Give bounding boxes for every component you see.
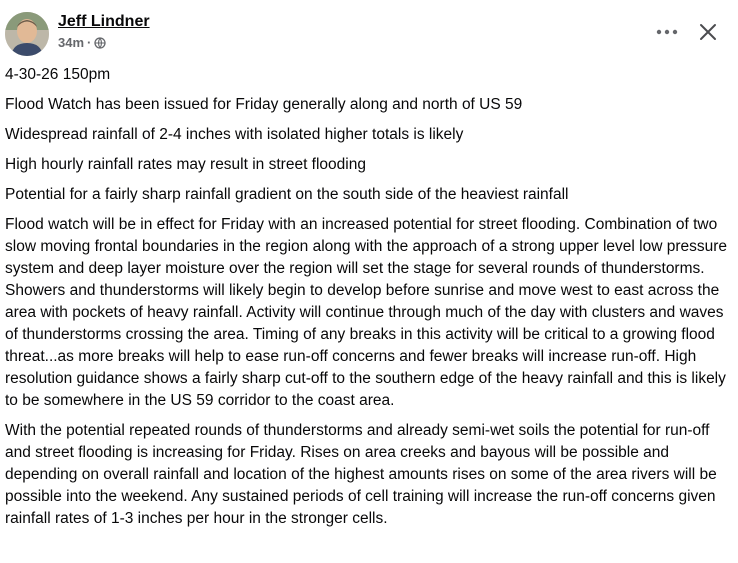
post-paragraph: 4-30-26 150pm [5, 66, 111, 83]
close-button[interactable] [692, 16, 724, 48]
post-paragraph: Potential for a fairly sharp rainfall gradient on the south side of the heaviest rainfall [5, 186, 569, 203]
author-name-link[interactable]: Jeff Lindner [58, 13, 150, 30]
avatar[interactable] [5, 12, 49, 56]
post-paragraph: Flood Watch has been issued for Friday generally along and north of US 59 [5, 96, 523, 113]
more-options-button[interactable] [650, 18, 684, 46]
post-timestamp[interactable]: 34m [58, 35, 85, 50]
close-icon [699, 23, 717, 41]
globe-icon [94, 37, 106, 49]
post-paragraph: With the potential repeated rounds of thunderstorms and already semi-wet soils the potential for run-off and street flooding is increasing for Friday. Rises on area creeks and bayous will be possible and depending on overall rainfall and location of the highest amounts rises on some of the area rivers will be possible into the weekend. Any sustained periods of cell training will increase the run-off concerns given rainfall rates of 1-3 inches per hour in the stronger cells. [5, 422, 717, 527]
post-meta [58, 35, 106, 51]
meta-separator: · [87, 35, 92, 50]
more-horizontal-icon [656, 29, 678, 35]
profile-photo-icon [5, 12, 49, 56]
post-paragraph: Widespread rainfall of 2-4 inches with isolated higher totals is likely [5, 126, 464, 143]
post-body [5, 64, 731, 538]
post-paragraph: Flood watch will be in effect for Friday with an increased potential for street flooding. Combination of two slow moving frontal boundaries in the region along with the approach of a strong upper level low pressure system and deep layer moisture over the region will set the stage for several rounds of thunderstorms. Showers and thunderstorms will likely begin to develop before sunrise and move west to east across the area with pockets of heavy rainfall. Activity will continue through much of the day with clusters and waves of thunderstorms crossing the area. Timing of any breaks in this activity will be critical to a growing flood threat...as more breaks will help to ease run-off concerns and fewer breaks will increase run-off. High resolution guidance shows a fairly sharp cut-off to the southern edge of the heavy rainfall and this is likely to be somewhere in the US 59 corridor to the coast area. [5, 216, 728, 409]
post-paragraph: High hourly rainfall rates may result in street flooding [5, 156, 366, 173]
